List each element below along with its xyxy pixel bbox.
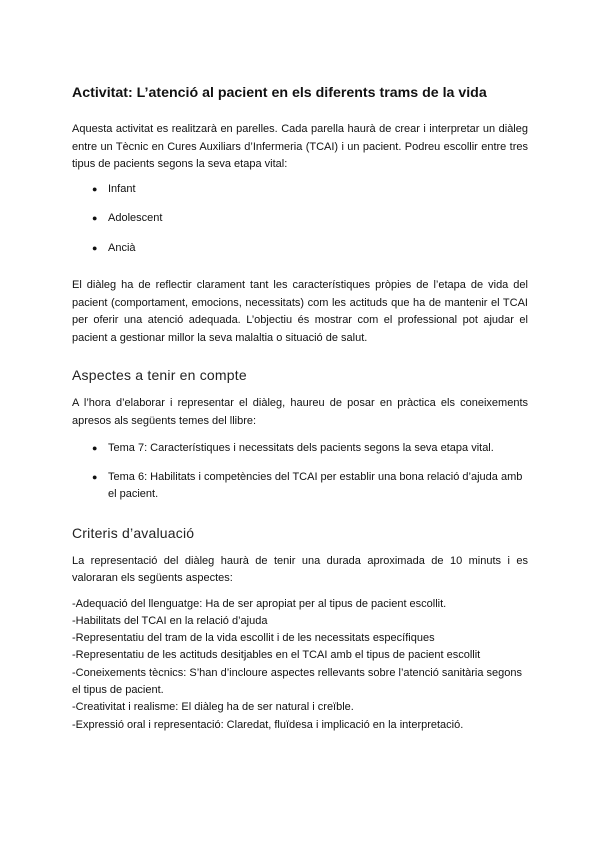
criteria-list bbox=[72, 596, 528, 734]
section-heading-aspects: Aspectes a tenir en compte bbox=[72, 367, 247, 383]
document-content bbox=[72, 83, 528, 734]
intro-paragraph: Aquesta activitat es realitzarà en parelles. Cada parella haurà de crear i interpretar un diàleg entre un Tècnic en Cures Auxiliars d’Infermeria (TCAI) i un pacient. Podreu escollir entre tres tipus de pacients segons la seva etapa vital: bbox=[72, 123, 528, 170]
list-item: ● Tema 6: Habilitats i competències del TCAI per establir una bona relació d’ajuda amb el pacient. bbox=[92, 470, 523, 500]
list-item: ● Adolescent bbox=[92, 210, 528, 228]
list-item: -Coneixements tècnics: S’han d’incloure aspectes rellevants sobre l’atenció sanitària segons el tipus de pacient. bbox=[72, 666, 523, 696]
list-item: -Representatiu de les actituds desitjables en el TCAI amb el tipus de pacient escollit bbox=[72, 649, 481, 662]
list-item: ● Ancià bbox=[92, 240, 528, 258]
criteria-paragraph: La representació del diàleg haurà de tenir una durada aproximada de 10 minuts i es valoraran els següents aspectes: bbox=[72, 554, 528, 584]
dialog-paragraph: El diàleg ha de reflectir clarament tant les característiques pròpies de l’etapa de vida del pacient (comportament, emocions, necessitats) com les actituds que ha de mantenir el TCAI per oferir una atenció adequada. L’objectiu és mostrar com el professional pot ajudar el pacient a gestionar millor la seva malaltia o situació de salut. bbox=[72, 279, 528, 344]
bullet-icon: ● bbox=[92, 183, 98, 194]
patient-type-list bbox=[72, 181, 528, 258]
list-item: -Creativitat i realisme: El diàleg ha de ser natural i creïble. bbox=[72, 701, 354, 714]
topic-list bbox=[72, 440, 528, 504]
list-item: -Habilitats del TCAI en la relació d’ajuda bbox=[72, 614, 268, 627]
section-heading-criteria: Criteris d’avaluació bbox=[72, 524, 195, 541]
list-item: -Adequació del llenguatge: Ha de ser apropiat per al tipus de pacient escollit. bbox=[72, 597, 447, 610]
list-item: ● Infant bbox=[92, 181, 528, 199]
aspects-paragraph: A l’hora d’elaborar i representar el diàleg, haureu de posar en pràctica els coneixements apresos als següents temes del llibre: bbox=[72, 397, 528, 427]
bullet-icon: ● bbox=[92, 242, 98, 253]
list-item: -Representatiu del tram de la vida escollit i de les necessitats específiques bbox=[72, 632, 435, 645]
list-item: -Expressió oral i representació: Claredat, fluïdesa i implicació en la interpretació. bbox=[72, 718, 464, 731]
bullet-icon: ● bbox=[92, 213, 98, 223]
list-item: ● Tema 7: Característiques i necessitats dels pacients segons la seva etapa vital. bbox=[92, 440, 528, 458]
bullet-icon: ● bbox=[92, 443, 98, 453]
bullet-icon: ● bbox=[92, 471, 98, 482]
page-title: Activitat: L’atenció al pacient en els diferents trams de la vida bbox=[72, 85, 487, 101]
